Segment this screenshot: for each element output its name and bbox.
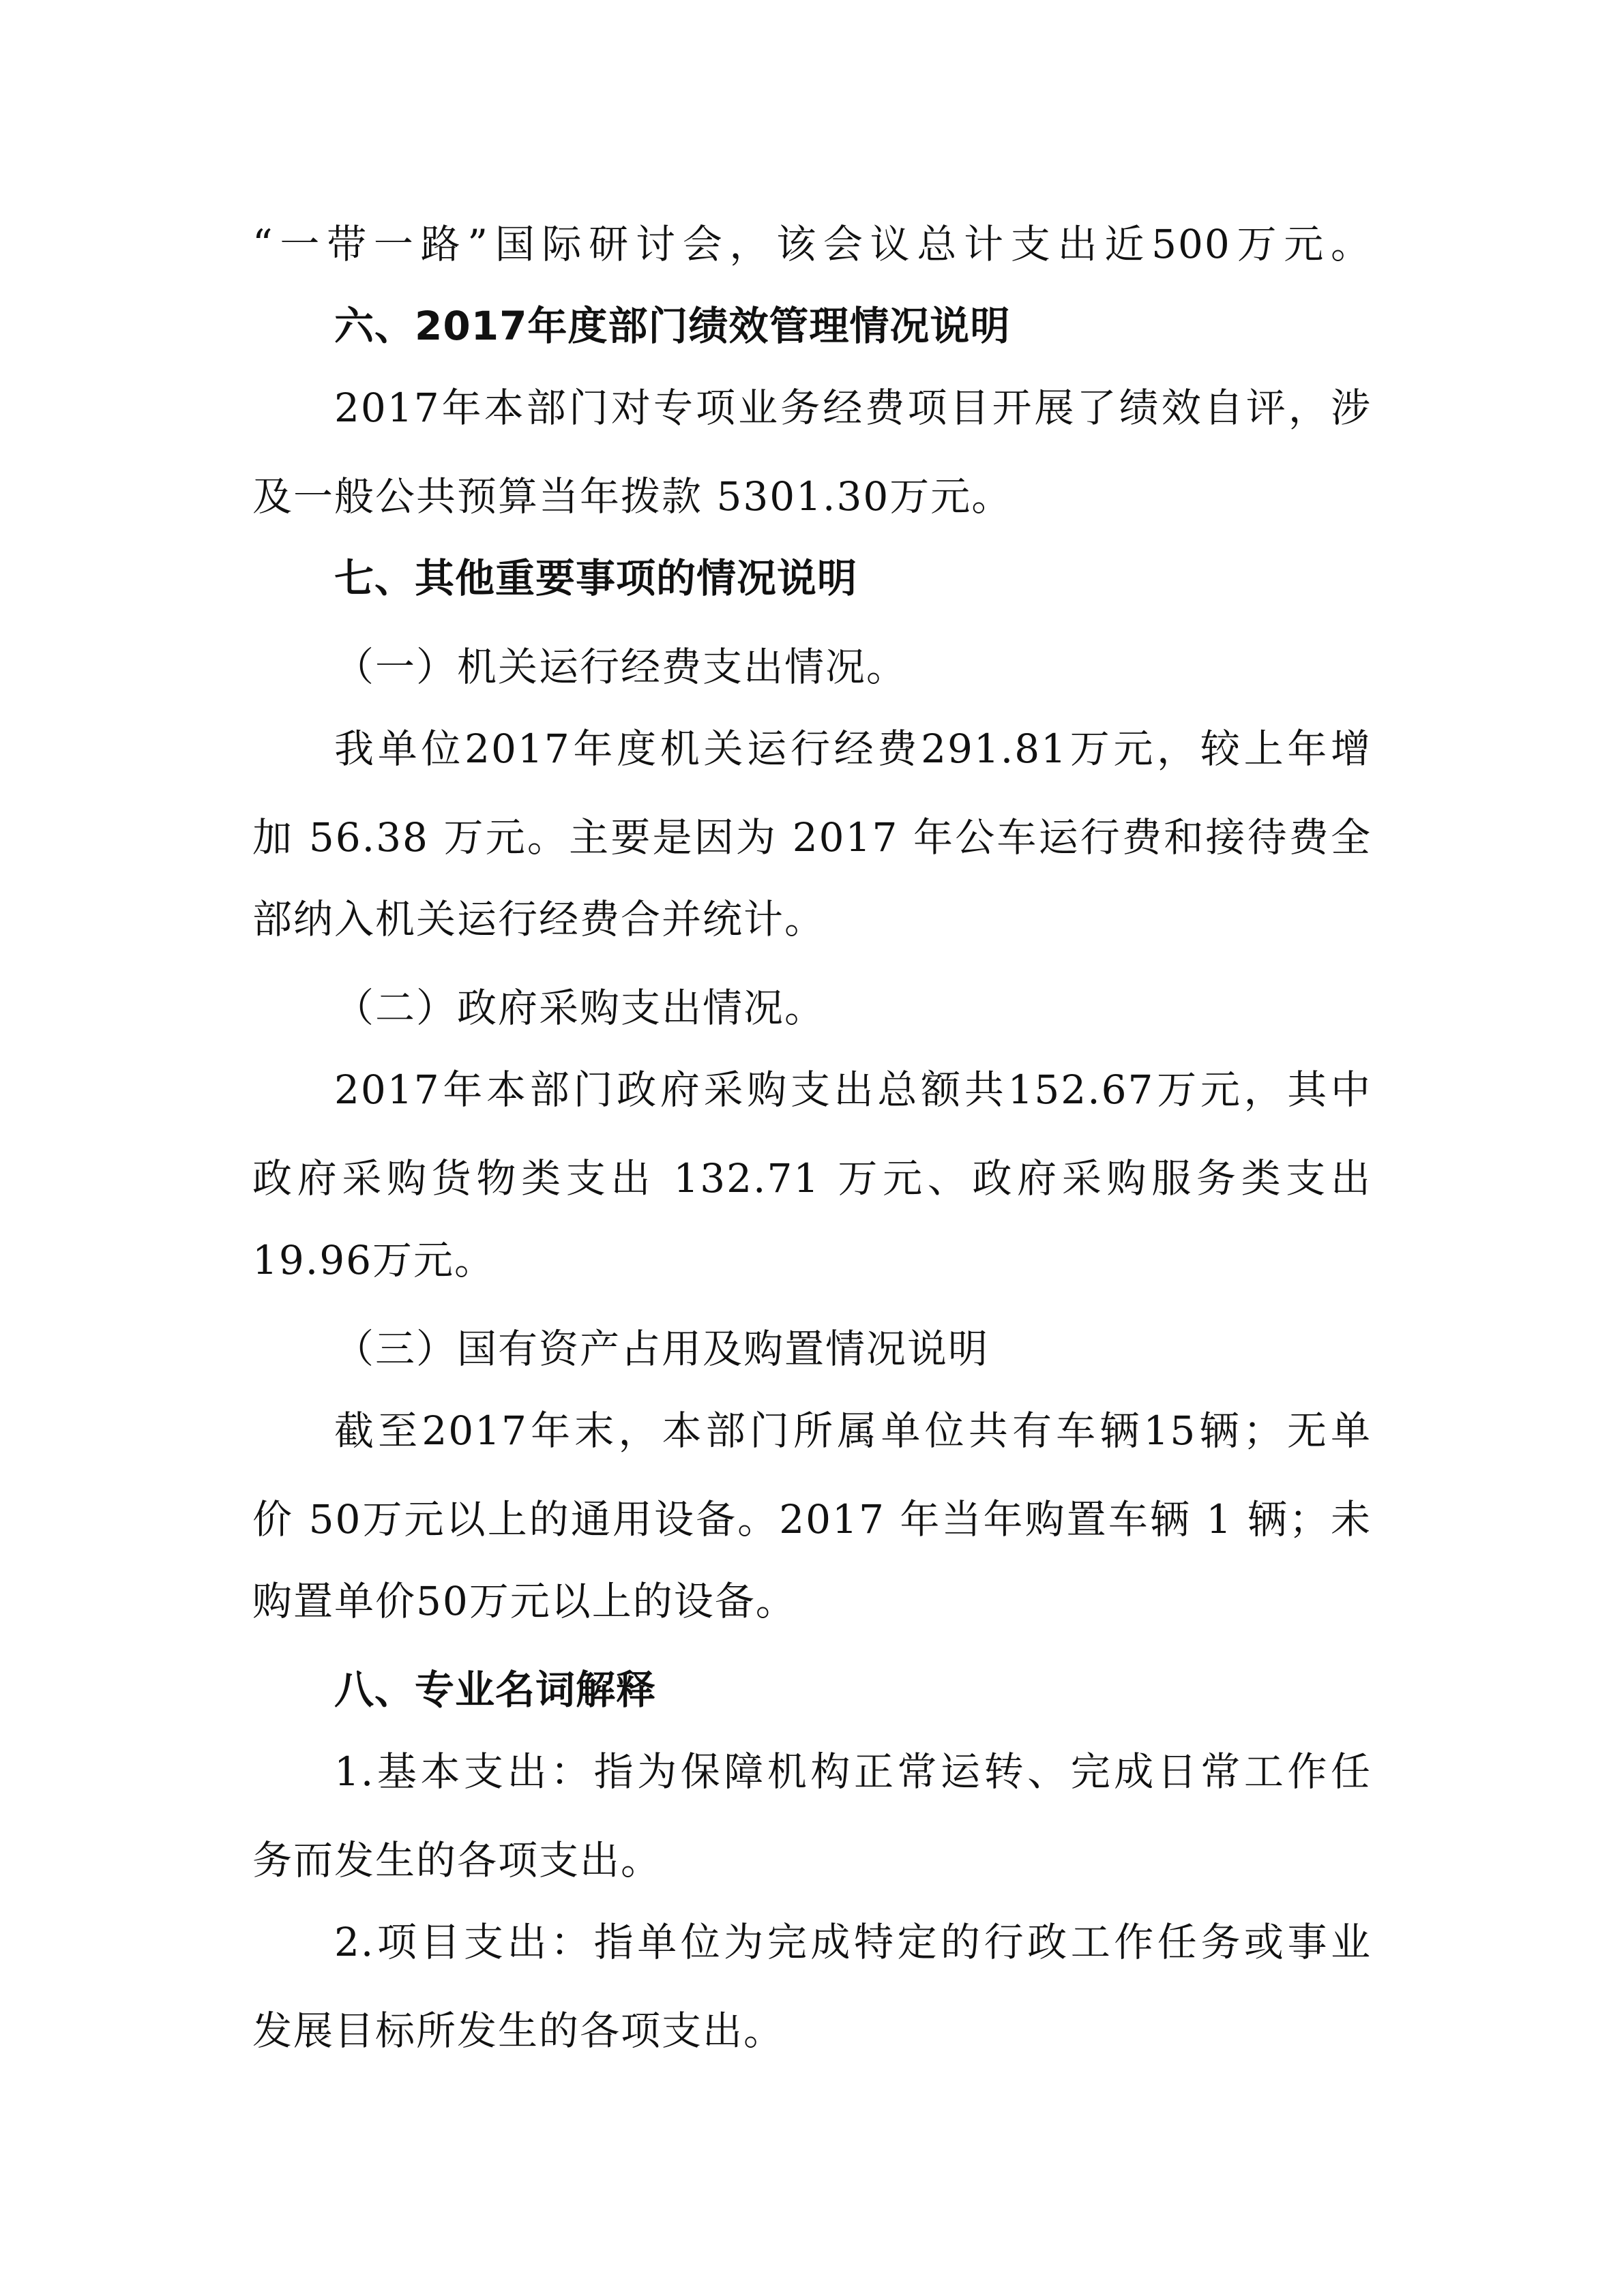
paragraph-line: 部纳入机关运行经费合并统计。 [252, 896, 826, 942]
subsection-heading-1: （一）机关运行经费支出情况。 [334, 644, 908, 690]
paragraph-line: 2017年本部门对专项业务经费项目开展了绩效自评，涉 [334, 385, 1372, 431]
paragraph-line: 加 56.38 万元。主要是因为 2017 年公车运行费和接待费全 [252, 814, 1372, 861]
paragraph-line: 及一般公共预算当年拨款 5301.30万元。 [252, 473, 1013, 520]
paragraph-line: 我单位2017年度机关运行经费291.81万元，较上年增 [334, 726, 1372, 772]
definition-line: 发展目标所发生的各项支出。 [252, 2008, 785, 2054]
section-heading-6: 六、2017年度部门绩效管理情况说明 [334, 303, 1011, 349]
paragraph-line: 政府采购货物类支出 132.71 万元、政府采购服务类支出 [252, 1155, 1372, 1202]
definition-line: 务而发生的各项支出。 [252, 1837, 662, 1883]
paragraph-line: 2017年本部门政府采购支出总额共152.67万元，其中 [334, 1067, 1372, 1113]
definition-line: 2.项目支出：指单位为完成特定的行政工作任务或事业 [334, 1919, 1372, 1965]
section-heading-8: 八、专业名词解释 [334, 1667, 657, 1713]
definition-line: 1.基本支出：指为保障机构正常运转、完成日常工作任 [334, 1748, 1372, 1795]
paragraph-line: 19.96万元。 [252, 1237, 496, 1283]
paragraph-line: “一带一路”国际研讨会，该会议总计支出近500万元。 [252, 221, 1372, 267]
subsection-heading-3: （三）国有资产占用及购置情况说明 [334, 1326, 990, 1372]
paragraph-line: 截至2017年末，本部门所属单位共有车辆15辆；无单 [334, 1407, 1372, 1454]
paragraph-line: 购置单价50万元以上的设备。 [252, 1578, 797, 1624]
subsection-heading-2: （二）政府采购支出情况。 [334, 985, 826, 1031]
section-heading-7: 七、其他重要事项的情况说明 [334, 555, 858, 601]
paragraph-line: 价 50万元以上的通用设备。2017 年当年购置车辆 1 辆；未 [252, 1496, 1372, 1542]
